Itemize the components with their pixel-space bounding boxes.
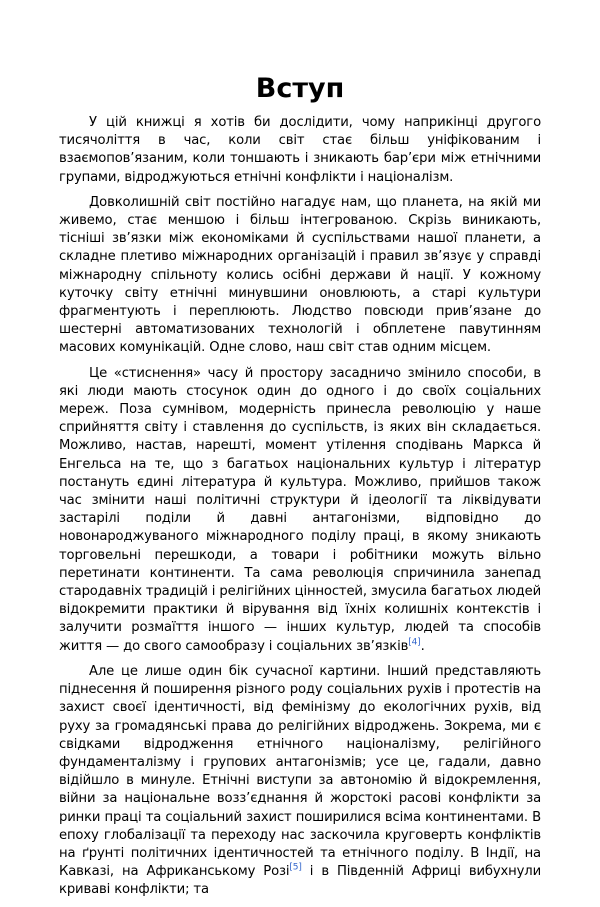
footnote-link-4[interactable]: [4] xyxy=(408,637,421,648)
paragraph-text: Довколишній світ постійно нагадує нам, що планета, на якій ми живемо, стає меншою і більш інтегрованою. Скрізь виникають, тісніші зв’язки між економіками й суспільствами нашої планети, а складне плетиво міжнародних організацій і правил зв’язує у справді міжнародну спільноту колись осібні держави й нації. У кожному куточку світу етнічні минувшини оновлюють, а старі культури фрагментують і переплюють. Людство повсюди прив’язане до шестерні автоматизованих технологій і обплетене павутинням масових комунікацій. Одне слово, наш світ став одним місцем. xyxy=(59,194,541,356)
paragraph-text-end: . xyxy=(420,638,425,654)
paragraph-text: Це «стиснення» часу й простору засадничо змінило способи, в які люди мають стосунок один до одного і до своїх соціальних мереж. Поза сумнівом, модерність принесла революцію у наше сприйняття світу і ставлення до суспільств, із яких він складається. Можливо, настав, нарешті, момент утілення сподівань Маркса й Енгельса на те, що з багатьох національних культур і літератур постануть єдині література й культура. Можливо, прийшов також час змінити наші політичні структури й ідеології та ліквідувати застарілі поділи й давні антагонізми, відповідно до новонароджуваного міжнародного поділу праці, в якому зникають торговельні перешкоди, а товари і робітники можуть вільно перетинати континенти. Та сама революція спричинила занепад стародавніх традицій і релігійних цінностей, змусила багатьох людей відокремити практики й вірування від їхніх колишніх контекстів і залучити розмаїття іншого — інших культур, людей та способів життя — до свого самообразу і соціальних зв’язків xyxy=(59,365,541,654)
footnote-link-5[interactable]: [5] xyxy=(289,862,302,873)
document-page xyxy=(59,72,541,907)
paragraph-3 xyxy=(59,365,541,656)
paragraph-1 xyxy=(59,114,541,187)
paragraph-text-end: і в Південній Африці вибухнули криваві конфлікти; та xyxy=(59,864,541,898)
page-title: Вступ xyxy=(255,73,345,104)
paragraph-text: У цій книжці я хотів би дослідити, чому наприкінці другого тисячоліття в час, коли світ стає більш уніфікованим і взаємопов’язаним, коли тоншають і зникають бар’єри між етнічними групами, відроджуються етнічні конфлікти і націоналізм. xyxy=(59,115,541,185)
paragraph-text: Але це лише один бік сучасної картини. Інший представляють піднесення й поширення різного роду соціальних рухів і протестів на захист своєї ідентичності, від фемінізму до екологічних рухів, від руху за громадянські права до релігійних відроджень. Зокрема, ми є свідками відродження етнічного націоналізму, релігійного фундаменталізму і групових антагонізмів; усе це, гадали, давно відійшло в минуле. Етнічні виступи за автономію й відокремлення, війни за національне возз’єднання й жорстокі расові конфлікти за ринки праці та соціальний захист поширилися всіма континентами. В епоху глобалізації та переходу нас заскочила круговерть конфліктів на ґрунті політичних ідентичностей та етнічного поділу. В Індії, на Кавказі, на Африканському Розі xyxy=(59,663,541,880)
paragraph-2 xyxy=(59,194,541,358)
paragraph-4 xyxy=(59,663,541,900)
